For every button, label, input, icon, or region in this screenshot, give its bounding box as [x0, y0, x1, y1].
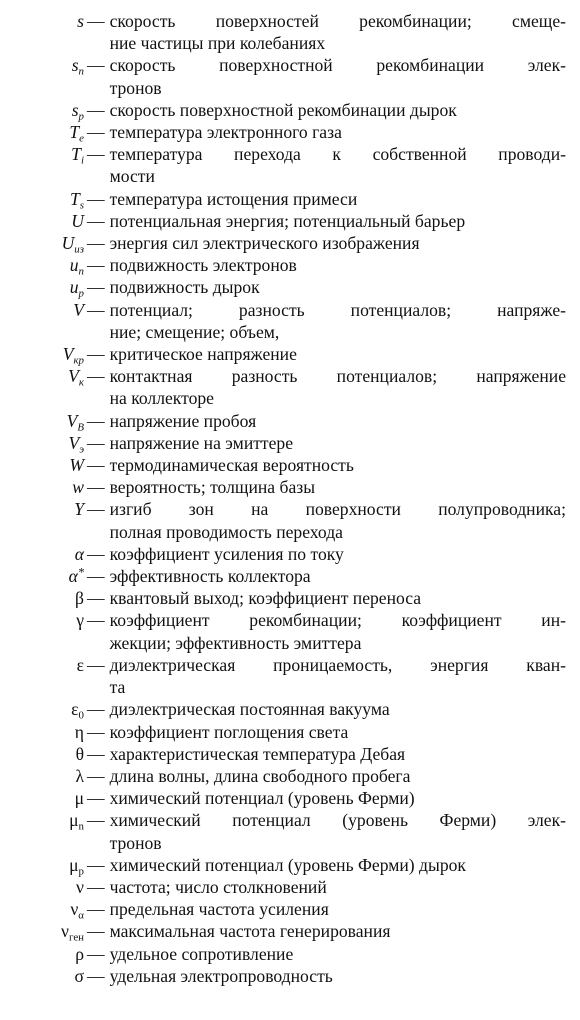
glossary-entry	[14, 965, 566, 987]
definition-line: подвижность дырок	[109, 277, 260, 298]
entry-symbol: $T_e$	[69, 122, 84, 145]
definition-line: химический потенциал (уровень Ферми) дырок	[109, 854, 466, 875]
definition-line: подвижность электронов	[109, 255, 297, 276]
definition-line: коэффициент рекомбинации; коэффициент ин-	[109, 610, 566, 631]
glossary-entry	[14, 565, 566, 587]
glossary-entry	[14, 432, 566, 454]
entry-dash: —	[87, 477, 105, 498]
entry-dash: —	[87, 255, 105, 276]
definition-line: та	[109, 677, 126, 698]
entry-definition	[110, 121, 566, 143]
glossary-entry	[14, 143, 566, 187]
glossary-entry	[14, 232, 566, 254]
entry-definition	[110, 343, 566, 365]
entry-symbol: η	[74, 721, 84, 742]
entry-dash: —	[87, 810, 105, 831]
entry-symbol: $V_к$	[68, 366, 84, 389]
entry-symbol: λ	[75, 765, 84, 786]
definition-line: мости	[109, 166, 155, 187]
entry-symbol: W	[69, 455, 84, 476]
glossary-entry	[14, 721, 566, 743]
glossary-entry	[14, 609, 566, 653]
entry-symbol: $V_{кр}$	[62, 344, 84, 367]
entry-symbol: σ	[74, 965, 84, 986]
entry-dash: —	[87, 854, 105, 875]
definition-line: ние; смещение; объем,	[109, 321, 280, 342]
definition-line: частота; число столкновений	[109, 876, 327, 897]
entry-definition	[110, 432, 566, 454]
glossary-entry	[14, 121, 566, 143]
entry-dash: —	[87, 943, 105, 964]
entry-definition	[110, 965, 566, 987]
entry-definition	[110, 210, 566, 232]
entry-symbol: $s_n$	[71, 55, 84, 78]
definition-line: длина волны, длина свободного пробега	[109, 765, 411, 786]
definition-line: коэффициент поглощения света	[109, 721, 349, 742]
entry-dash: —	[87, 899, 105, 920]
entry-dash: —	[87, 366, 105, 387]
entry-definition	[110, 654, 566, 698]
entry-dash: —	[87, 432, 105, 453]
definition-line: диэлектрическая постоянная вакуума	[109, 699, 390, 720]
definition-line: температура истощения примеси	[109, 188, 358, 209]
glossary-entry	[14, 254, 566, 276]
entry-symbol: V	[73, 299, 84, 320]
entry-definition	[110, 54, 566, 98]
definition-line: химический потенциал (уровень Ферми)	[109, 788, 415, 809]
entry-definition	[110, 276, 566, 298]
glossary-entry	[14, 299, 566, 343]
glossary-entry	[14, 809, 566, 853]
definition-line: характеристическая температура Дебая	[109, 743, 406, 764]
definition-line: потенциал; разность потенциалов; напряже-	[109, 299, 566, 320]
entry-definition	[110, 143, 566, 187]
entry-dash: —	[87, 788, 105, 809]
entry-symbol: w	[72, 477, 84, 498]
entry-dash: —	[87, 11, 105, 31]
entry-symbol: $\mu_n$	[69, 810, 84, 833]
definition-line: тронов	[109, 832, 162, 853]
definition-line: скорость поверхностной рекомбинации элек-	[109, 55, 566, 76]
entry-symbol: ρ	[75, 943, 84, 964]
glossary-entry	[14, 787, 566, 809]
symbol-list	[14, 10, 566, 987]
entry-definition	[110, 809, 566, 853]
glossary-entry	[14, 898, 566, 920]
entry-symbol: $V_э$	[68, 432, 84, 456]
entry-definition	[110, 609, 566, 653]
definition-line: критическое напряжение	[109, 344, 297, 365]
entry-symbol: $s_p$	[71, 99, 84, 123]
definition-line: энергия сил электрического изображения	[109, 233, 420, 254]
entry-definition	[110, 365, 566, 409]
glossary-entry	[14, 365, 566, 409]
definition-line: вероятность; толщина базы	[109, 477, 316, 498]
glossary-entry	[14, 587, 566, 609]
definition-line: жекции; эффективность эмиттера	[109, 632, 362, 653]
entry-symbol: $U_{из}$	[61, 233, 84, 256]
glossary-entry	[14, 854, 566, 876]
entry-symbol: β	[75, 588, 84, 609]
entry-dash: —	[87, 344, 105, 365]
entry-dash: —	[87, 233, 105, 254]
entry-definition	[110, 587, 566, 609]
glossary-entry	[14, 743, 566, 765]
entry-dash: —	[87, 566, 105, 587]
glossary-entry	[14, 343, 566, 365]
definition-line: скорость поверхностной рекомбинации дырок	[109, 99, 457, 120]
entry-symbol: $\varepsilon_0$	[71, 699, 84, 722]
entry-dash: —	[87, 765, 105, 786]
entry-definition	[110, 854, 566, 876]
glossary-entry	[14, 276, 566, 298]
definition-line: удельная электропроводность	[109, 965, 333, 986]
glossary-entry	[14, 943, 566, 965]
entry-symbol: $\nu_{ген}$	[61, 921, 84, 944]
entry-dash: —	[87, 99, 105, 120]
definition-line: напряжение пробоя	[109, 410, 257, 431]
entry-dash: —	[87, 55, 105, 76]
entry-dash: —	[87, 188, 105, 209]
glossary-entry	[14, 54, 566, 98]
glossary-entry	[14, 10, 566, 54]
definition-line: контактная разность потенциалов; напряжение	[109, 366, 566, 387]
entry-definition	[110, 920, 566, 942]
definition-line: эффективность коллектора	[109, 566, 311, 587]
definition-line: температура электронного газа	[109, 122, 342, 143]
entry-symbol: $T_s$	[69, 188, 84, 211]
entry-symbol: $\nu_\alpha$	[70, 899, 84, 922]
entry-dash: —	[87, 965, 105, 986]
entry-definition	[110, 565, 566, 587]
glossary-entry	[14, 920, 566, 942]
definition-line: на коллекторе	[109, 388, 214, 409]
entry-symbol: $u_p$	[69, 277, 84, 300]
definition-line: полная проводимость перехода	[109, 521, 343, 542]
definition-line: ние частицы при колебаниях	[109, 33, 326, 54]
entry-definition	[110, 876, 566, 898]
glossary-entry	[14, 765, 566, 787]
entry-dash: —	[87, 210, 105, 231]
entry-symbol: U	[71, 210, 84, 231]
definition-line: предельная частота усиления	[109, 899, 329, 920]
entry-symbol: $V_B$	[66, 410, 84, 433]
entry-symbol: $\mu_p$	[69, 854, 84, 877]
definition-line: максимальная частота генерирования	[109, 921, 391, 942]
entry-dash: —	[87, 122, 105, 143]
entry-symbol: μ	[74, 788, 84, 809]
entry-definition	[110, 698, 566, 720]
entry-definition	[110, 188, 566, 210]
glossary-entry	[14, 210, 566, 232]
entry-dash: —	[87, 921, 105, 942]
entry-definition	[110, 498, 566, 542]
glossary-entry	[14, 654, 566, 698]
entry-definition	[110, 232, 566, 254]
entry-definition	[110, 543, 566, 565]
glossary-entry	[14, 188, 566, 210]
entry-dash: —	[87, 455, 105, 476]
entry-dash: —	[87, 610, 105, 631]
definition-line: скорость поверхностей рекомбинации; смеще-	[109, 11, 566, 31]
entry-dash: —	[87, 144, 105, 165]
entry-symbol: Y	[74, 499, 84, 520]
entry-symbol: ν	[76, 876, 84, 897]
entry-dash: —	[87, 277, 105, 298]
entry-dash: —	[87, 410, 105, 431]
entry-symbol: s	[77, 11, 84, 31]
entry-definition	[110, 99, 566, 121]
glossary-entry	[14, 476, 566, 498]
entry-symbol: θ	[75, 743, 84, 764]
definition-line: термодинамическая вероятность	[109, 455, 354, 476]
entry-definition	[110, 898, 566, 920]
glossary-entry	[14, 454, 566, 476]
entry-definition	[110, 410, 566, 432]
entry-symbol: ε	[76, 654, 84, 675]
glossary-entry	[14, 876, 566, 898]
definition-line: диэлектрическая проницаемость, энергия кван-	[109, 654, 566, 675]
entry-definition	[110, 10, 566, 54]
entry-symbol: $T_i$	[71, 144, 84, 167]
entry-dash: —	[87, 299, 105, 320]
entry-dash: —	[87, 543, 105, 564]
definition-line: квантовый выход; коэффициент переноса	[109, 588, 422, 609]
entry-definition	[110, 787, 566, 809]
entry-symbol: α*	[68, 565, 84, 587]
glossary-entry	[14, 410, 566, 432]
entry-dash: —	[87, 499, 105, 520]
definition-line: изгиб зон на поверхности полупроводника;	[109, 499, 566, 520]
entry-definition	[110, 299, 566, 343]
entry-symbol: α	[74, 543, 84, 564]
entry-dash: —	[87, 743, 105, 764]
entry-definition	[110, 721, 566, 743]
entry-dash: —	[87, 654, 105, 675]
definition-line: коэффициент усиления по току	[109, 543, 344, 564]
entry-definition	[110, 454, 566, 476]
entry-definition	[110, 254, 566, 276]
entry-dash: —	[87, 876, 105, 897]
entry-dash: —	[87, 721, 105, 742]
definition-line: температура перехода к собственной проводи-	[109, 144, 566, 165]
entry-dash: —	[87, 699, 105, 720]
definition-line: потенциальная энергия; потенциальный барьер	[109, 210, 466, 231]
definition-line: химический потенциал (уровень Ферми) элек-	[109, 810, 566, 831]
entry-dash: —	[87, 588, 105, 609]
entry-definition	[110, 743, 566, 765]
glossary-entry	[14, 543, 566, 565]
glossary-entry	[14, 99, 566, 121]
definition-line: тронов	[109, 77, 162, 98]
definition-line: удельное сопротивление	[109, 943, 294, 964]
entry-definition	[110, 476, 566, 498]
entry-definition	[110, 765, 566, 787]
entry-definition	[110, 943, 566, 965]
definition-line: напряжение на эмиттере	[109, 432, 294, 453]
glossary-entry	[14, 498, 566, 542]
entry-symbol: γ	[76, 610, 84, 631]
glossary-entry	[14, 698, 566, 720]
entry-symbol: $u_n$	[69, 255, 84, 278]
